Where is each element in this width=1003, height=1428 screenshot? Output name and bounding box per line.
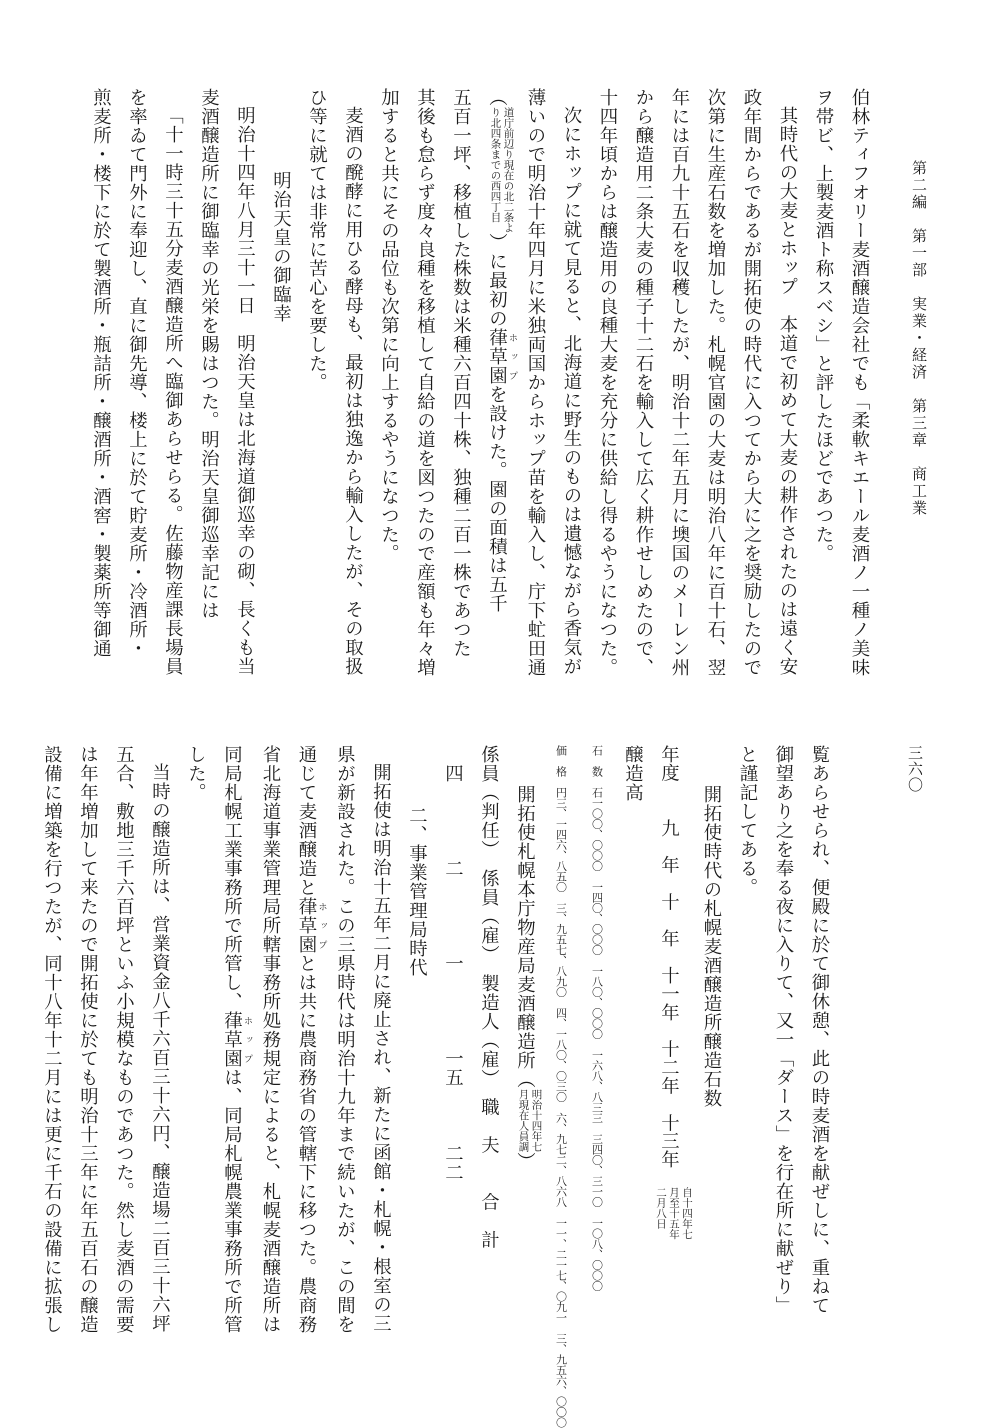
ruby-hop [486, 328, 517, 385]
text-line: から醸造用二条大麦の種子十二石を輸入して広く耕作せしめたので、 [633, 88, 654, 677]
text-line: 麦酒醸造所に御臨幸の光栄を賜はつた。明治天皇御巡幸記には [198, 88, 220, 620]
table-year: 十三年 [658, 1113, 680, 1169]
table-cell: 三四〇、三一〇 [590, 1133, 604, 1207]
text-line: 設備に増築を行つたが、同十八年十二月には更に千石の設備に拡張し [41, 745, 63, 1334]
staff-header: 係員（判任） [478, 745, 500, 850]
table-cell: 六、九七二、八六八 [554, 1112, 568, 1207]
running-head: 第二編 第一部 実業・経済 第三章 商工業 [910, 160, 928, 517]
text-line: 省北海道事業管理局所轄事務所処務規定によると、札幌麦酒醸造所は [260, 745, 281, 1334]
text-line-with-ruby [214, 745, 253, 1355]
text-line: 五百一坪、移植した株数は米種六百四十株、独種二百一株であつた [450, 88, 472, 658]
unit: 石 [590, 787, 604, 798]
table-cell: 三、九五六、〇〇〇 [554, 1333, 568, 1428]
staff-value: 一五 [442, 1049, 464, 1087]
row-label: 価 格 [554, 745, 568, 777]
text-line: 県が新設された。この三県時代は明治十九年まで続いたが、この間を [334, 745, 356, 1334]
staff-value: 二 [442, 859, 464, 878]
ruby-hop [221, 1011, 252, 1068]
text-line: 其時代の大麦とホップ 本道で初めて大麦の耕作されたのは遠く安 [777, 106, 798, 677]
ruby-hop [296, 897, 327, 954]
text-line: 煎麦所・楼下に於て製酒所・瓶詰所・醸酒所・酒窖・製薬所等御通 [90, 88, 112, 658]
section-heading: 明治天皇の御臨幸 [270, 170, 292, 323]
text-line: 「十一時三十五分麦酒醸造所へ臨御あらせらる。佐藤物産課長場員 [162, 106, 184, 677]
section-heading: 二、事業管理局時代 [406, 805, 428, 977]
unit: 円 [554, 787, 568, 798]
table-cell: 一四〇、〇〇〇 [590, 881, 604, 955]
table-corner-top: 年度 [658, 745, 680, 782]
ruby-base: 葎草園 [486, 328, 508, 385]
row-label: 石 数 [590, 745, 604, 777]
ruby-base: 葎草園 [296, 897, 317, 954]
staff-note [517, 1089, 543, 1152]
text-line: 次にホップに就て見ると、北海道に野生のものは遺憾ながら香気が [561, 106, 582, 677]
staff-header: 製造人（雇） [478, 973, 500, 1079]
text-line: 開拓使は明治十五年二月に廃止され、新たに函館・札幌・根室の三 [370, 763, 392, 1334]
table-year: 十二年 [658, 1039, 680, 1095]
text-line: した。 [185, 745, 207, 802]
table-year: 十一年 [658, 965, 680, 1022]
inline-note [489, 107, 515, 233]
text-tail: を設けた。園の面積は五千 [486, 385, 508, 613]
text-line-with-ruby [288, 745, 327, 1355]
paren-close-text: ）に最初の [486, 233, 508, 328]
staff-header: 職 夫 [478, 1097, 500, 1155]
inline-note-line: 道庁前辺り現在の北二条よ [502, 107, 515, 233]
table-year: 十 年 [658, 892, 680, 948]
table-corner-row [615, 745, 651, 1355]
period-note-line: 二月八日 [655, 1186, 667, 1229]
staff-note-line: 月現在人員調 [517, 1089, 530, 1153]
period-note [654, 1187, 693, 1240]
text-line: ひ等に就ては非常に苦心を要した。 [306, 88, 328, 392]
table-cell: 一六八、八三三 [590, 1049, 604, 1123]
table-cell: 三、九五七、八九〇 [554, 902, 568, 997]
text-line: 御望あり之を奉る夜に入りて、又一「ダース」を行在所に献ぜり」 [773, 745, 794, 1315]
staff-value: 一 [442, 954, 464, 973]
text-tail: は、同局札幌農業事務所で所管 [221, 1068, 243, 1334]
text-head: 通じて麦酒醸造と [296, 745, 317, 897]
staff-header-row [471, 745, 507, 1355]
text-line: 加すると共にその品位も次第に向上するやうになつた。 [378, 88, 400, 563]
table-corner-bottom: 醸造高 [622, 745, 644, 802]
table-row-price [543, 745, 579, 1428]
text-line: 其後も怠らず度々良種を移植して自給の道を図つたので産額も年々増 [414, 88, 436, 677]
table-title: 開拓使時代の札幌麦酒醸造所醸造石数 [701, 785, 722, 1109]
text-line: 当時の醸造所は、営業資金八千六百三十六円、醸造場二百三十六坪 [149, 763, 171, 1334]
text-tail: とは共に農商務省の管轄下に移つた。農商務 [296, 954, 317, 1334]
text-line: 五合、敷地三千六百坪といふ小規模なものであつた。然し麦酒の需要 [113, 745, 135, 1334]
staff-title: 開拓使札幌本庁物産局麦酒醸造所 [514, 785, 536, 1071]
text-line-with-note [479, 88, 518, 686]
inline-note-line: り北四条までの西四丁目 [489, 107, 502, 223]
text-line: 麦酒の醗酵に用ひる酵母も、最初は独逸から輸入したが、その取扱 [342, 106, 364, 677]
lower-text-block [34, 745, 838, 1428]
text-line: 明治十四年八月三十一日 明治天皇は北海道御巡幸の砌、長くも当 [234, 106, 256, 677]
table-cell: 一〇八、〇〇〇 [590, 1217, 604, 1291]
ruby-base: 葎草園 [221, 1011, 243, 1068]
text-line: 政年間からであるが開拓使の時代に入つてから大に之を奨励したので [741, 88, 762, 677]
text-head: 同局札幌工業事務所で所管し、 [221, 745, 243, 1011]
table-row-kokusu [579, 745, 615, 1355]
staff-note-line: 明治十四年七 [530, 1089, 543, 1153]
text-line: と謹記してある。 [737, 745, 758, 897]
text-line: ヲ帯ビ、上製麦酒ト称スベシ」と評したほどであつた。 [813, 88, 834, 563]
ruby-reading: ホップ [507, 328, 517, 385]
staff-value: 二二 [442, 1144, 464, 1182]
text-line: を率ゐて門外に奉迎し、直に御先導、楼上に於て貯麦所・冷酒所・ [126, 88, 148, 658]
table-header-row [651, 745, 694, 1355]
text-line: 次第に生産石数を増加した。札幌官園の大麦は明治八年に百十石、翌 [705, 88, 726, 677]
text-line: 薄いので明治十年四月に米独両国からホップ苗を輸入し、庁下虻田通 [525, 88, 546, 677]
staff-table-title: 開拓使札幌本庁物産局麦酒醸造所（明治十四年七 月現在人員調） [514, 785, 543, 1172]
staff-header: 係員（雇） [478, 868, 500, 955]
text-line: 覧あらせられ、便殿に於て御休憩、此の時麦酒を献ぜしに、重ねて [809, 745, 830, 1315]
table-cell: 一八〇、〇〇〇 [590, 965, 604, 1039]
staff-header: 合 計 [478, 1192, 500, 1250]
table-year: 九 年 [658, 818, 680, 874]
table-cell: 四、一八〇、〇三〇 [554, 1007, 568, 1102]
table-cell: 一〇〇、〇〇〇 [590, 797, 604, 871]
ruby-reading: ホップ [242, 1011, 252, 1068]
upper-text-block [83, 88, 878, 686]
text-line: 年には百九十五石を収穫したが、明治十二年五月に墺国のメーレン州 [669, 88, 690, 677]
text-line: 伯林ティフオリー麦酒醸造会社でも「柔軟キエール麦酒ノ一種ノ美味 [849, 88, 870, 677]
ruby-reading: ホップ [316, 897, 327, 954]
period-note-line: 自十四年七 [681, 1186, 693, 1240]
staff-value-row [435, 745, 471, 1355]
table-cell: 三、一四六、八五〇 [554, 797, 568, 892]
period-note-line: 月至十五年 [668, 1186, 680, 1240]
paren-open: （ [486, 88, 508, 107]
table-cell: 一一、二一七、〇九一 [554, 1217, 568, 1323]
text-line: 十四年頃からは醸造用の良種大麦を充分に供給し得るやうになつた。 [597, 88, 618, 677]
text-line: は年年増加して来たので開拓使に於ても明治十三年に年五百石の醸造 [77, 745, 99, 1334]
staff-value: 四 [442, 764, 464, 783]
page-number: 三六〇 [906, 745, 924, 793]
